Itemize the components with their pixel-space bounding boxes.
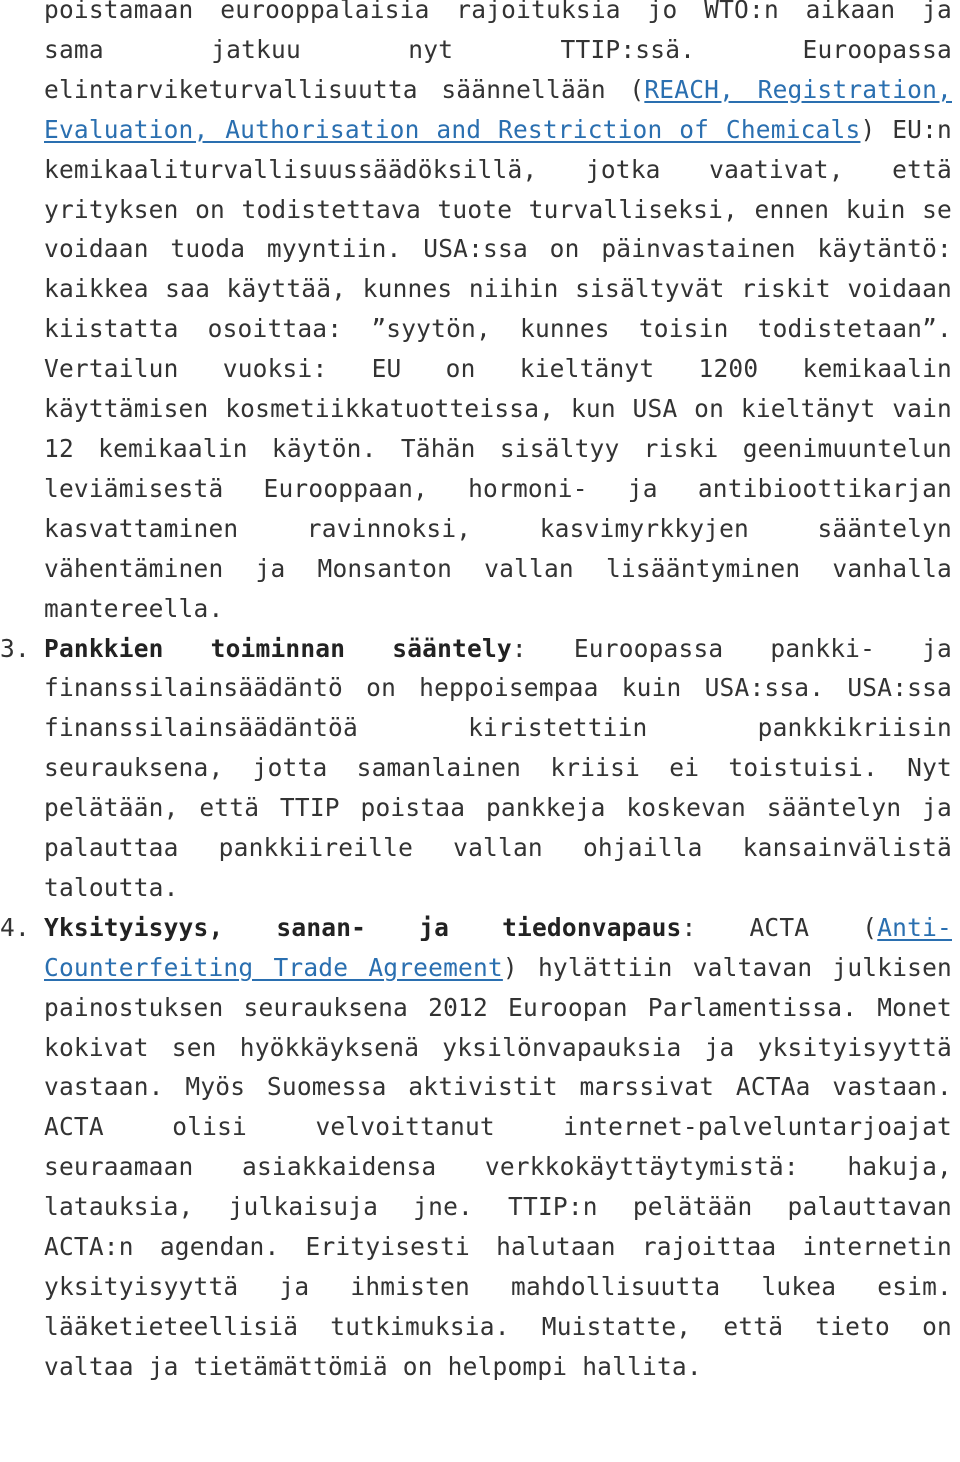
reach-link[interactable]: REACH, Registration, Evaluation, Authorisation and Restriction of Chemicals	[44, 74, 952, 144]
item-2-text: ) EU:n kemikaaliturvallisuussäädöksillä, jotka vaativat, että yrityksen on todistettava tuote turvalliseksi, ennen kuin se voidaan tuoda myyntiin. USA:ssa on päinvastainen käytäntö: kaikkea saa käyttää, kunnes niihin sisältyvät riskit voidaan kiistatta osoittaa: ”syytön, kunnes toisin todistetaan”. Vertailun vuoksi: EU on kieltänyt 1200 kemikaalin käyttämisen kosmetiikkatuotteissa, kun USA on kieltänyt vain 12 kemikaalin käytön. Tähän sisältyy riski geenimuuntelun leviämisestä Eurooppaan, hormoni- ja antibioottikarjan kasvattaminen ravinnoksi, kasvimyrkkyjen sääntelyn vähentäminen ja Monsanton vallan lisääntyminen vanhalla mantereella.	[44, 114, 952, 623]
list-item-2	[44, 0, 952, 629]
item-4-text-after-link: ) hylättiin valtavan julkisen painostuksen seurauksena 2012 Euroopan Parlamentissa. Monet kokivat sen hyökkäyksenä yksilönvapauksia ja yksityisyyttä vastaan. Myös Suomessa aktivistit marssivat ACTAa vastaan. ACTA olisi velvoittanut internet-palveluntarjoajat seuraamaan asiakkaidensa verkkokäyttäytymistä: hakuja, latauksia, julkaisuja jne. TTIP:n pelätään palauttavan ACTA:n agendan. Erityisesti halutaan rajoittaa internetin yksityisyyttä ja ihmisten mahdollisuutta lukea esim. lääketieteellisiä tutkimuksia. Muistatte, että tieto on valtaa ja tietämättömiä on helpompi hallita.	[44, 952, 953, 1381]
item-4-number: 4.	[0, 912, 30, 942]
list-item-4	[0, 908, 953, 1387]
list-item-3	[0, 629, 952, 908]
item-2-intro: poistamaan eurooppalaisia rajoituksia jo WTO:n aikaan ja sama jatkuu nyt TTIP:ssä. Euroopassa elintarviketurvallisuutta säännellään (	[44, 0, 952, 104]
item-4-heading: Yksityisyys, sanan- ja tiedonvapaus	[44, 912, 682, 942]
item-3-heading: Pankkien toiminnan sääntely	[44, 633, 512, 663]
acta-link[interactable]: Anti-Counterfeiting Trade Agreement	[44, 912, 952, 982]
item-3-number: 3.	[0, 633, 30, 663]
item-3-text: : Euroopassa pankki- ja finanssilainsäädäntö on heppoisempaa kuin USA:ssa. USA:ssa finanssilainsäädäntöä kiristettiin pankkikriisin seurauksena, jotta samanlainen kriisi ei toistuisi. Nyt pelätään, että TTIP poistaa pankkeja koskevan sääntelyn ja palauttaa pankkiireille vallan ohjailla kansainvälistä taloutta.	[44, 633, 952, 902]
item-4-text-before-link: : ACTA (	[681, 912, 878, 942]
